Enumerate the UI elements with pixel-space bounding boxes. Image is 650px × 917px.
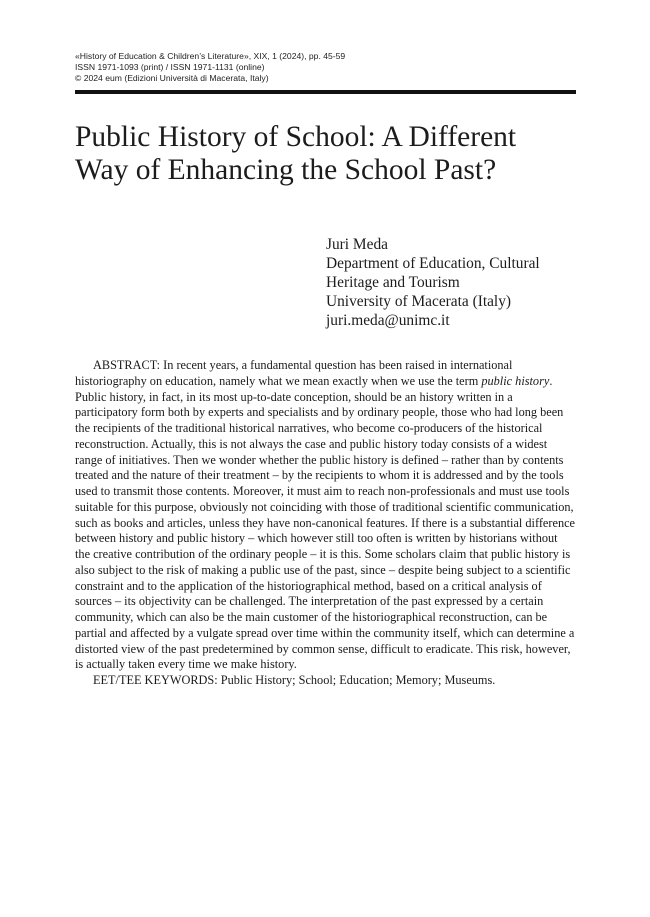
abstract-text-part-2: . Public history, in fact, in its most up-to-date conception, should be an history written in a participatory form both by experts and specialists and by ordinary people, those who had long been the recipients of the traditional historical narratives, who become co-producers of the historical reconstruction. Actually, this is not always the case and public history today consists of a widest range of initiatives. Then we wonder whether the public history is defined – rather than by contents treated and the nature of their treatment – by the recipients to whom it is addressed and by the tools used to transmit those contents. Moreover, it must aim to reach non-professionals and must use tools suitable for this purpose, obviously not coinciding with those of traditional scientific communication, such as books and articles, unless they have non-canonical features. If there is a substantial difference between history and public history – which however still too often is written by historians without the creative contribution of the ordinary people – it is this. Some scholars claim that public history is also subject to the risk of making a public use of the past, since – despite being subject to a scientific constraint and to the application of the historiographical method, based on a critical analysis of sources – its objectivity can be challenged. The interpretation of the past expressed by a certain community, which can also be the main customer of the historiographical reconstruction, can be partial and affected by a vulgate spread over time within the community itself, which can determine a distorted view of the past predetermined by common sense, difficult to eradicate. This risk, however, is actually taken every time we make history.: [75, 373, 576, 672]
keywords-paragraph: [75, 673, 575, 689]
author-email[interactable]: juri.meda@unimc.it: [326, 312, 450, 329]
journal-copyright: © 2024 eum (Edizioni Università di Macerata, Italy): [75, 73, 269, 83]
abstract: [75, 358, 575, 689]
journal-header: [75, 51, 575, 84]
header-divider: [75, 90, 576, 94]
journal-issn: ISSN 1971-1093 (print) / ISSN 1971-1131 (online): [75, 62, 265, 72]
author-university: University of Macerata (Italy): [326, 293, 512, 310]
author-name: Juri Meda: [326, 236, 388, 253]
keywords-list: Public History; School; Education; Memory; Museums.: [217, 673, 496, 687]
author-department-line-1: Department of Education, Cultural: [326, 255, 540, 272]
article-title: [75, 121, 575, 187]
keywords-label: EET/TEE KEYWORDS:: [93, 673, 218, 687]
article-title-line-1: Public History of School: A Different: [75, 121, 517, 153]
journal-citation: «History of Education & Children’s Literature», XIX, 1 (2024), pp. 45-59: [75, 51, 346, 61]
article-title-line-2: Way of Enhancing the School Past?: [75, 154, 497, 186]
abstract-paragraph: [75, 358, 575, 673]
author-block: [326, 235, 586, 330]
abstract-italic-term: public history: [481, 373, 550, 388]
abstract-text-part-1: In recent years, a fundamental question has been raised in international historiography on education, namely what we mean exactly when we use the term: [75, 358, 513, 388]
author-department-line-2: Heritage and Tourism: [326, 274, 460, 291]
abstract-label: ABSTRACT:: [93, 358, 161, 372]
